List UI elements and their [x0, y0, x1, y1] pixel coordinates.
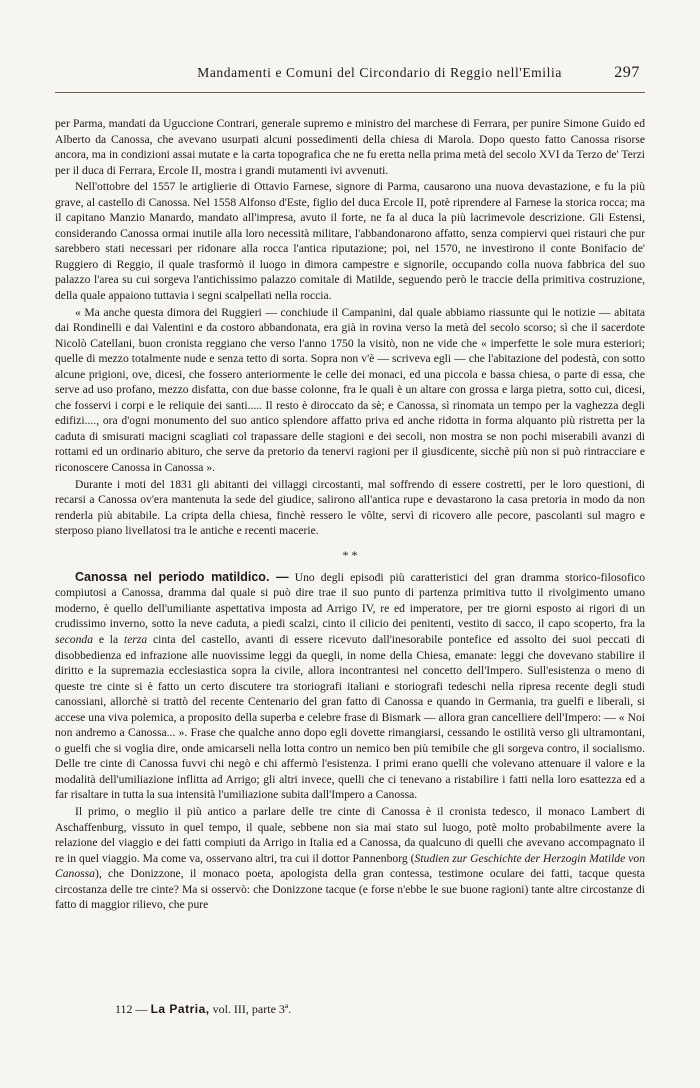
paragraph-5 — [55, 570, 645, 803]
section-separator: * * — [342, 547, 358, 562]
page-number: 297 — [614, 64, 640, 81]
volume-info: vol. III, parte 3ª. — [209, 1002, 292, 1016]
paragraph-6-part-a: Il primo, o meglio il più antico a parlare delle tre cinte di Canossa è il cronista tedesco, il monaco Lambert di Aschaffenburg, vissuto in quel tempo, il quale, sebbene non sia mai stato sul luogo, potè molto probabilmente avere la relazione del viaggio e dei fatti compiuti da Arrigo in Italia ed a Canossa, da qualcuno di quelli che avevano accompagnato il re in quel viaggio. Ma come va, osservano altri, tra cui il dottor Pannenborg ( — [55, 804, 645, 865]
running-header — [55, 64, 640, 82]
section-heading: Canossa nel periodo matildico. — — [75, 569, 289, 584]
running-title: Mandamenti e Comuni del Circondario di Reggio nell'Emilia — [197, 65, 562, 80]
paragraph-1: per Parma, mandati da Uguccione Contrari, generale supremo e ministro del marchese di Ferrara, per punire Simone Guido ed Alberto da Canossa, che avevano usurpati alcuni possedimenti della chiesa di Marola. Dopo questo fatto Canossa risorse ancora, ma in condizioni assai mutate e la carta topografica che ne fu eretta nella prima metà del secolo XVI da Terzo de' Terzi per il duca di Ferrara, Ercole II, mostra i grandi mutamenti ivi avvenuti. — [55, 117, 645, 177]
paragraph-4: Durante i moti del 1831 gli abitanti dei villaggi circostanti, mal soffrendo di essere costretti, per le loro questioni, di recarsi a Canossa ov'era mantenuta la sede del giudice, salirono all'antica rupe e devastarono la casa pretoria in modo da non renderla più abitabile. La cripta della chiesa, finchè ressero le vôlte, servì di ricovero alle pecore, pascolanti sul magro e sterposo piano livellatosi tra le antiche e recenti macerie. — [55, 477, 645, 538]
publication-name: La Patria, — [150, 1002, 210, 1016]
paragraph-6 — [55, 804, 645, 913]
emphasis-seconda: seconda — [55, 632, 93, 646]
body-text — [55, 116, 645, 913]
header-rule — [55, 92, 645, 93]
sheet-number: 112 — — [115, 1002, 148, 1016]
emphasis-terza: terza — [123, 632, 148, 646]
book-title: Studien zur Geschichte der Herzogin Matilde von Canossa — [55, 851, 645, 881]
paragraph-2: Nell'ottobre del 1557 le artiglierie di Ottavio Farnese, signore di Parma, causarono una nuova devastazione, e fu la più grave, al castello di Canossa. Nel 1558 Alfonso d'Este, figlio del duca Ercole II, potè riprendere al Farnese la storica rocca; ma il capitano Manzio Manardo, mandato all'impresa, avuto il forte, ne fa al duca la più lacrimevole descrizione. Gli Estensi, considerando Canossa ormai inutile alla loro necessità militare, l'abbandonarono affatto, senza compiervi quei ristauri che pur sarebbero stati necessari per ridonare alla rocca l'antica riputazione; poi, nel 1570, ne investirono il conte Bonifacio de' Ruggiero di Reggio, il quale trasformò il luogo in dimora campestre e signorile, occupando colla nuova fabbrica del suo palazzo l'area su cui sorgeva l'antichissimo palazzo comitale di Matilde, seguendo però le traccie della primitiva costruzione, della quale appaiono tuttavia i segni scalpellati nella roccia. — [55, 180, 645, 303]
paragraph-5-part-a: Uno degli episodi più caratteristici del gran dramma storico-filosofico compiutosi a Canossa, dramma dal quale si può dire trae il suo punto di partenza primitiva tutto il rivolgimento umano moderno, è quello dell'umiliante aspettativa imposta ad Arrigo IV, re ed imperatore, per tre giorni esposto ai rigori di un crudissimo inverno, sotto la neve caduta, a piedi scalzi, cinto il cilicio dei penitenti, vestito di sacco, il capo scoperto, fra la — [55, 570, 645, 631]
paragraph-6-part-b: ), che Donizzone, il monaco poeta, apologista della gran contessa, testimone oculare dei fatti, tacque questa circostanza delle tre cinte? Ma si osservò: che Donizzone tacque (e forse n'ebbe le sue buone ragioni) tante altre circostanze di fatto di maggior rilievo, che pure — [55, 867, 645, 912]
paragraph-5-part-c: cinta del castello, avanti di essere ricevuto dall'inesorabile pontefice ed assolto dei suoi peccati di disobbedienza ed infrazione alle nuovissime leggi da quegli, in nome della Chiesa, emanate: leggi che dovevano stabilire il diritto e la supremazia ecclesiastica sopra la civile, allora incontrantesi nel concetto dell'Impero. Sull'esistenza o meno di queste tre cinte si è fatto un certo discutere tra storiografi italiani e storiografi tedeschi nella ripresa recente degli studi canossiani, allorchè si trattò del recente Centenario del gran fatto di Canossa e quando in Germania, tra guelfi e liberali, si accese una viva polemica, a proposito della superba e celebre frase di Bismark — allora gran cancelliere dell'Impero: — « Noi non andremo a Canossa... ». Frase che qualche anno dopo egli dovette rimangiarsi, cessando le ostilità verso gli ultramontani, o guelfi che si voglia dire, onde amicarseli nella lotta contro un nemico ben più temibile che gli sorgeva contro, il socialismo. Delle tre cinte di Canossa fuvvi chi negò e chi affermò l'esistenza. I primi erano quelli che volevano attenuare il valore e la modalità dell'umiliazione inflitta ad Arrigo; gli altri invece, quelli che ci tenevano a ristabilire i fatti nella loro esattezza ed a far risaltare in tutta la sua intensità l'umiliazione subita dall'Impero a Canossa. — [55, 632, 645, 802]
paragraph-5-part-b: e la — [93, 632, 124, 646]
paragraph-3: « Ma anche questa dimora dei Ruggieri — conchiude il Campanini, dal quale abbiamo riassunte qui le notizie — abitata dai Rondinelli e dai Valentini e da costoro abbandonata, era già in rovina verso la metà del secolo scorso; sì che il sacerdote Nicolò Catellani, buon cronista reggiano che verso l'anno 1750 la visitò, non ne vide che « imperfette le sole mura esteriori; quelle di mezzo totalmente nude e senza tetto di sorta. Sopra non v'è — scriveva egli — che l'abitazione del podestà, con sotto alcune prigioni, ove, dicesi, che fossero anteriormente le celle dei monaci, ed una piccola e bassa chiesa, o parte di essa, che serve ad uso profano, mezzo disfatta, con due basse colonne, fra le quali è un altare con grossa e larga pietra, sotto cui, dicesi, che fosservi i corpi e le reliquie dei santi..... Il resto è diroccato da sè; e Canossa, sì rinomata un tempo per la vaghezza degli edifizi...., ora d'ogni monumento del suo antico splendore affatto priva ed anche ridotta in forma alquanto più ristretta per la caduta di smisurati macigni scagliati col trapassare delle stagioni e dei secoli, non mostra se non pochi miserabili avanzi di rottami ed un ordinario abituro, che serve da pretorio da tenervi ragioni per il giusdicente, sicchè più non si può rintracciare e riconoscere Canossa in Canossa ». — [55, 305, 645, 475]
signature-footer — [115, 1002, 291, 1017]
